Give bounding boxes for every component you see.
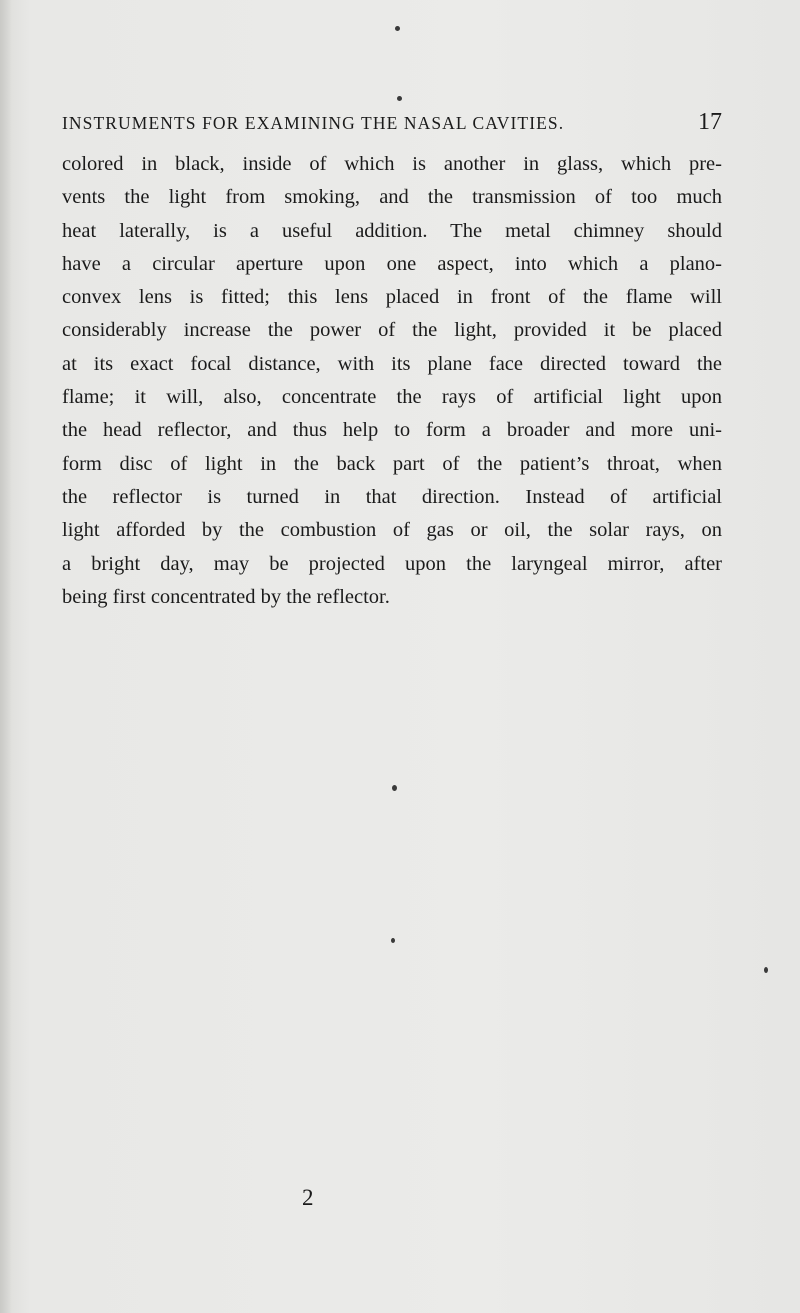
page-edge-shadow	[0, 0, 12, 1313]
ink-speck	[392, 785, 397, 791]
text-line: at its exact focal distance, with its plane face directed toward the	[62, 352, 722, 375]
text-line: flame; it will, also, concentrate the rays of artificial light upon	[62, 386, 722, 409]
text-line: heat laterally, is a useful addition. The metal chimney should	[62, 219, 722, 242]
text-line: colored in black, inside of which is another in glass, which pre-	[62, 153, 722, 175]
body-paragraph	[62, 148, 722, 614]
ink-speck	[391, 938, 395, 943]
text-line: the head reflector, and thus help to form a broader and more uni-	[62, 419, 722, 442]
running-head	[62, 109, 722, 143]
text-line: have a circular aperture upon one aspect, into which a plano-	[62, 252, 722, 275]
ink-speck	[395, 26, 400, 31]
text-line: convex lens is fitted; this lens placed in front of the flame will	[62, 286, 722, 309]
text-line: the reflector is turned in that direction. Instead of artificial	[62, 485, 722, 508]
ink-speck	[764, 967, 768, 973]
ink-speck	[397, 96, 402, 101]
page-number: 17	[698, 109, 722, 135]
running-head-title: INSTRUMENTS FOR EXAMINING THE NASAL CAVITIES.	[62, 113, 565, 133]
text-line: form disc of light in the back part of the patient’s throat, when	[62, 452, 722, 475]
text-line: considerably increase the power of the light, provided it be placed	[62, 319, 722, 342]
text-line: being first concentrated by the reflector.	[62, 585, 390, 608]
text-line: vents the light from smoking, and the transmission of too much	[62, 186, 722, 209]
signature-mark: 2	[302, 1185, 314, 1210]
text-line: a bright day, may be projected upon the laryngeal mirror, after	[62, 552, 722, 575]
text-line: light afforded by the combustion of gas or oil, the solar rays, on	[62, 519, 722, 542]
